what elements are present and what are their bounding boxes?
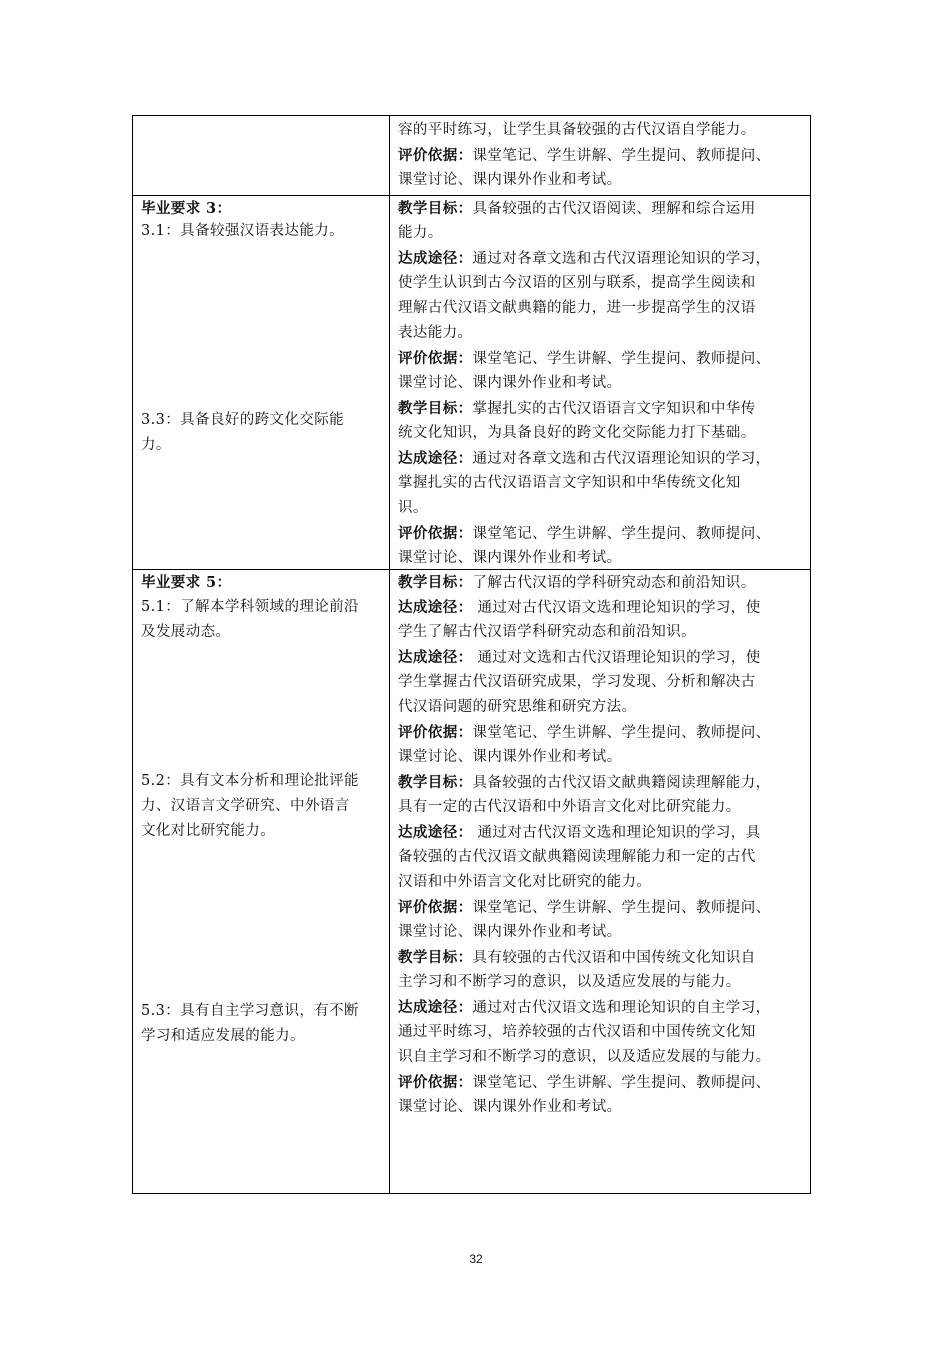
requirement-5-3: 5.3：具有自主学习意识，有不断 — [141, 1003, 359, 1019]
requirement-5-1: 5.1：了解本学科领域的理论前沿 — [141, 599, 359, 615]
requirement-5-1: 及发展动态。 — [141, 624, 231, 640]
achievement-path: 达成途径： 通过对古代汉语文选和理论知识的学习，使 — [398, 599, 761, 616]
evaluation-basis: 评价依据：课堂笔记、学生讲解、学生提问、教师提问、 — [398, 525, 771, 542]
text-line: 学生掌握古代汉语研究成果，学习发现、分析和解决古 — [398, 674, 756, 690]
text-line: 课堂讨论、课内课外作业和考试。 — [398, 1099, 622, 1115]
text-line: 通过平时练习，培养较强的古代汉语和中国传统文化知 — [398, 1024, 756, 1040]
text-line: 识自主学习和不断学习的意识，以及适应发展的与能力。 — [398, 1049, 771, 1065]
requirement-5-title: 毕业要求 5： — [141, 574, 232, 591]
text-line: 课堂讨论、课内课外作业和考试。 — [398, 924, 622, 940]
text-line: 备较强的古代汉语文献典籍阅读理解能力和一定的古代 — [398, 849, 756, 865]
teaching-goal: 教学目标：了解古代汉语的学科研究动态和前沿知识。 — [398, 574, 756, 591]
text-line: 代汉语问题的研究思维和研究方法。 — [398, 699, 637, 715]
requirement-5-2: 力、汉语言文学研究、中外语言 — [141, 798, 350, 814]
teaching-goal: 教学目标：掌握扎实的古代汉语语言文字知识和中华传 — [398, 400, 756, 417]
evaluation-basis: 评价依据：课堂笔记、学生讲解、学生提问、教师提问、 — [398, 899, 771, 916]
achievement-path: 达成途径：通过对古代汉语文选和理论知识的自主学习， — [398, 999, 771, 1016]
text-line: 表达能力。 — [398, 325, 473, 341]
requirement-5-3: 学习和适应发展的能力。 — [141, 1028, 305, 1044]
evaluation-basis: 评价依据：课堂笔记、学生讲解、学生提问、教师提问、 — [398, 1074, 771, 1091]
text-line: 识。 — [398, 500, 428, 516]
text-line: 容的平时练习，让学生具备较强的古代汉语自学能力。 — [398, 122, 756, 138]
requirement-3-3: 力。 — [141, 437, 171, 453]
text-line: 课堂讨论、课内课外作业和考试。 — [398, 375, 622, 391]
text-line: 课堂讨论、课内课外作业和考试。 — [398, 749, 622, 765]
requirement-3-1: 3.1：具备较强汉语表达能力。 — [141, 223, 345, 239]
requirement-5-2: 文化对比研究能力。 — [141, 823, 276, 839]
text-line: 统文化知识，为具备良好的跨文化交际能力打下基础。 — [398, 425, 756, 441]
achievement-path: 达成途径： 通过对文选和古代汉语理论知识的学习，使 — [398, 649, 761, 666]
requirement-3-title: 毕业要求 3： — [141, 200, 232, 217]
text-line: 理解古代汉语文献典籍的能力，进一步提高学生的汉语 — [398, 300, 756, 316]
requirement-5-2: 5.2：具有文本分析和理论批评能 — [141, 773, 359, 789]
achievement-path: 达成途径： 通过对古代汉语文选和理论知识的学习，具 — [398, 824, 761, 841]
column-divider — [389, 116, 390, 1193]
text-line: 使学生认识到古今汉语的区别与联系，提高学生阅读和 — [398, 275, 756, 291]
evaluation-basis: 评价依据：课堂笔记、学生讲解、学生提问、教师提问、 — [398, 724, 771, 741]
requirements-table — [132, 115, 811, 1194]
requirement-3-3: 3.3：具备良好的跨文化交际能 — [141, 412, 345, 428]
text-line: 汉语和中外语言文化对比研究的能力。 — [398, 874, 652, 890]
achievement-path: 达成途径：通过对各章文选和古代汉语理论知识的学习， — [398, 250, 771, 267]
page-number: 32 — [469, 1252, 483, 1266]
text-line: 具有一定的古代汉语和中外语言文化对比研究能力。 — [398, 799, 741, 815]
teaching-goal: 教学目标：具备较强的古代汉语阅读、理解和综合运用 — [398, 200, 756, 217]
text-line: 课堂讨论、课内课外作业和考试。 — [398, 172, 622, 188]
text-line: 学生了解古代汉语学科研究动态和前沿知识。 — [398, 624, 696, 640]
teaching-goal: 教学目标：具有较强的古代汉语和中国传统文化知识自 — [398, 949, 756, 966]
text-line: 评价依据：课堂笔记、学生讲解、学生提问、教师提问、 — [398, 147, 771, 164]
evaluation-basis: 评价依据：课堂笔记、学生讲解、学生提问、教师提问、 — [398, 350, 771, 367]
text-line: 主学习和不断学习的意识，以及适应发展的与能力。 — [398, 974, 741, 990]
text-line: 掌握扎实的古代汉语语言文字知识和中华传统文化知 — [398, 475, 741, 491]
text-line: 课堂讨论、课内课外作业和考试。 — [398, 550, 622, 566]
text-line: 能力。 — [398, 225, 443, 241]
achievement-path: 达成途径：通过对各章文选和古代汉语理论知识的学习， — [398, 450, 771, 467]
teaching-goal: 教学目标：具备较强的古代汉语文献典籍阅读理解能力， — [398, 774, 771, 791]
